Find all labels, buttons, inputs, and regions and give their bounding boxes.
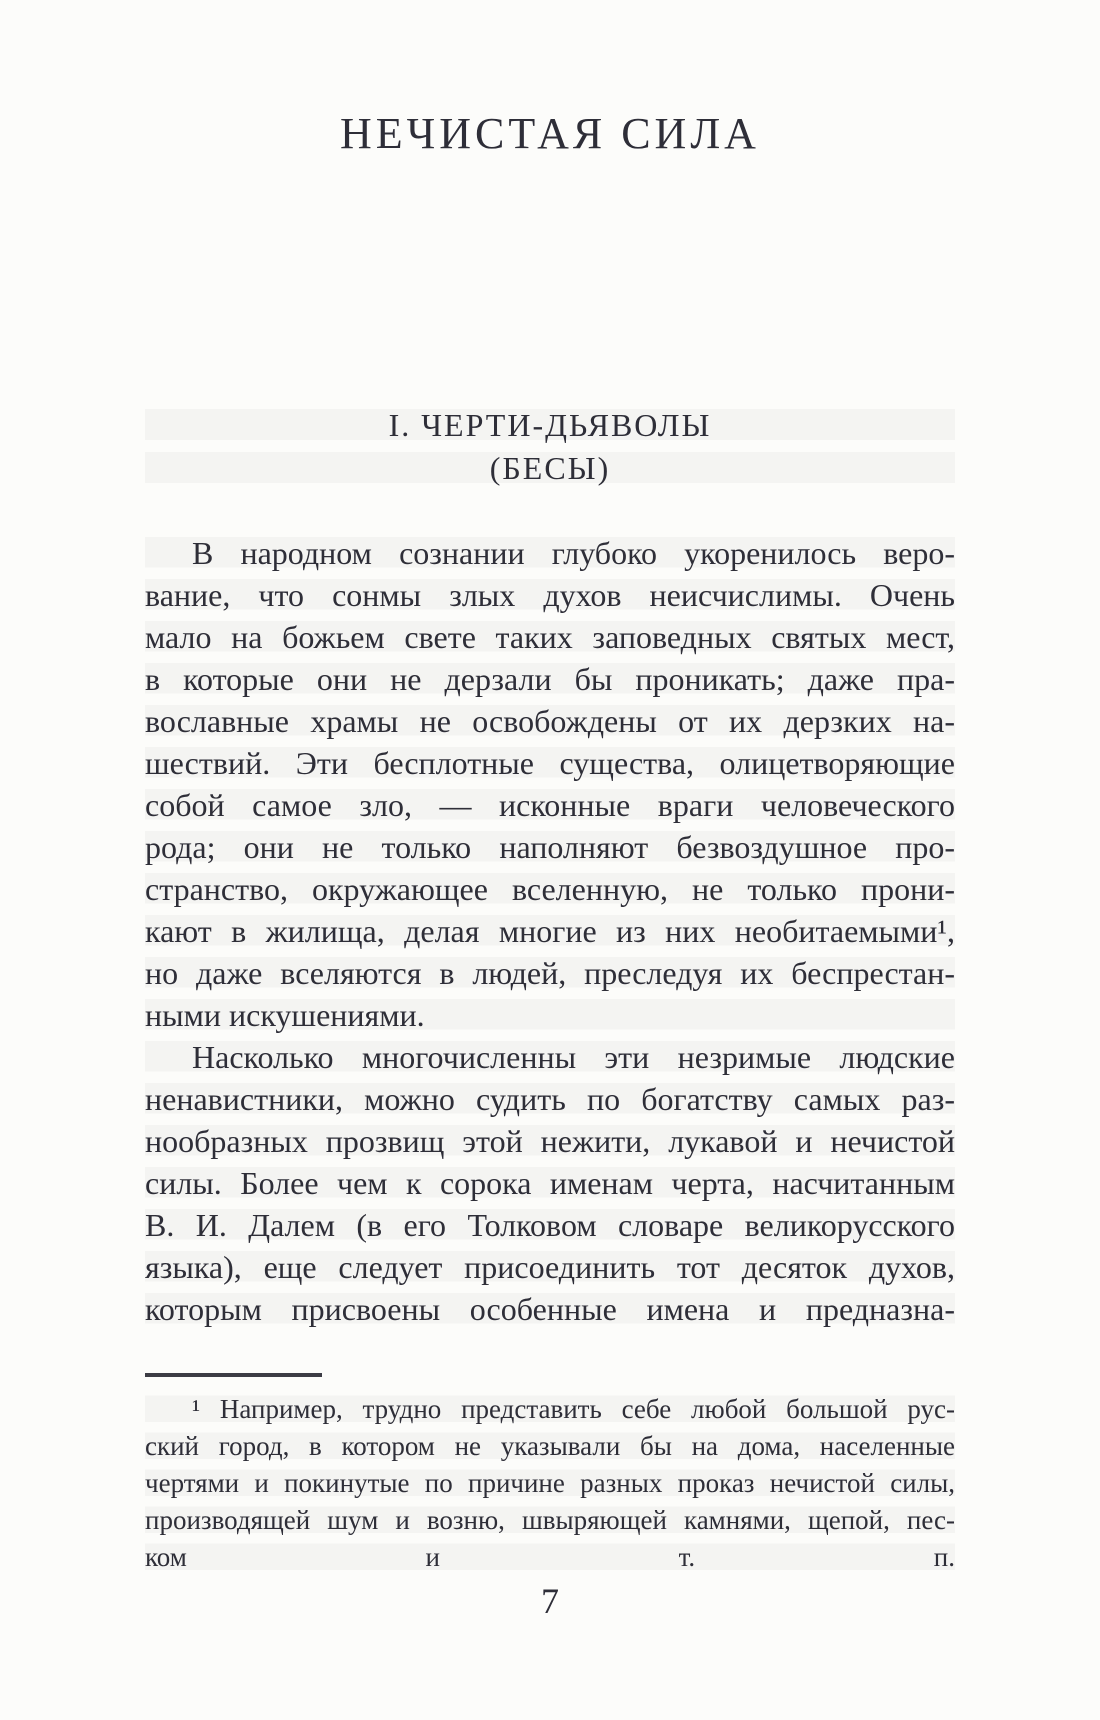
text-line: рода; они не только наполняют безвоздушное про-: [145, 826, 955, 868]
text-line: чертями и покинутые по причине разных проказ нечистой силы,: [145, 1465, 955, 1502]
chapter-heading: [145, 404, 955, 490]
footnote: [145, 1391, 955, 1576]
text-line: кают в жилища, делая многие из них необитаемыми¹,: [145, 910, 955, 952]
text-line: шествий. Эти бесплотные существа, олицетворяющие: [145, 742, 955, 784]
paragraph-2: [145, 1036, 955, 1330]
book-title: НЕЧИСТАЯ СИЛА: [340, 109, 760, 158]
text-line: собой самое зло, — исконные враги человеческого: [145, 784, 955, 826]
body-text: [145, 532, 955, 1330]
chapter-subtitle: (БЕСЫ): [145, 447, 955, 490]
text-line: странство, окружающее вселенную, не только прони-: [145, 868, 955, 910]
text-line: мало на божьем свете таких заповедных святых мест,: [145, 616, 955, 658]
text-line: ¹ Например, трудно представить себе любой большой рус-: [145, 1391, 955, 1428]
text-line: ненавистники, можно судить по богатству самых раз-: [145, 1078, 955, 1120]
text-block: [145, 0, 955, 1622]
text-line: вославные храмы не освобождены от их дерзких на-: [145, 700, 955, 742]
text-line: В. И. Далем (в его Толковом словаре великорусского: [145, 1204, 955, 1246]
text-line: производящей шум и возню, швыряющей камнями, щепой, пес-: [145, 1502, 955, 1539]
footnote-divider: [145, 1373, 322, 1377]
text-line: ком и т. п.: [145, 1539, 955, 1576]
text-line: В народном сознании глубоко укоренилось веро-: [145, 532, 955, 574]
paragraph-1: [145, 532, 955, 1036]
text-line: которым присвоены особенные имена и предназна-: [145, 1288, 955, 1330]
text-line: силы. Более чем к сорока именам черта, насчитанным: [145, 1162, 955, 1204]
text-line: Насколько многочисленны эти незримые людские: [145, 1036, 955, 1078]
text-line: в которые они не дерзали бы проникать; даже пра-: [145, 658, 955, 700]
text-line: но даже вселяются в людей, преследуя их беспрестан-: [145, 952, 955, 994]
text-line: вание, что сонмы злых духов неисчислимы. Очень: [145, 574, 955, 616]
text-line: нообразных прозвищ этой нежити, лукавой и нечистой: [145, 1120, 955, 1162]
text-line: ными искушениями.: [145, 994, 955, 1036]
text-line: языка), еще следует присоединить тот десяток духов,: [145, 1246, 955, 1288]
chapter-heading-line: I. ЧЕРТИ-ДЬЯВОЛЫ: [145, 404, 955, 447]
text-line: ский город, в котором не указывали бы на дома, населенные: [145, 1428, 955, 1465]
page-number: 7: [541, 1581, 559, 1621]
